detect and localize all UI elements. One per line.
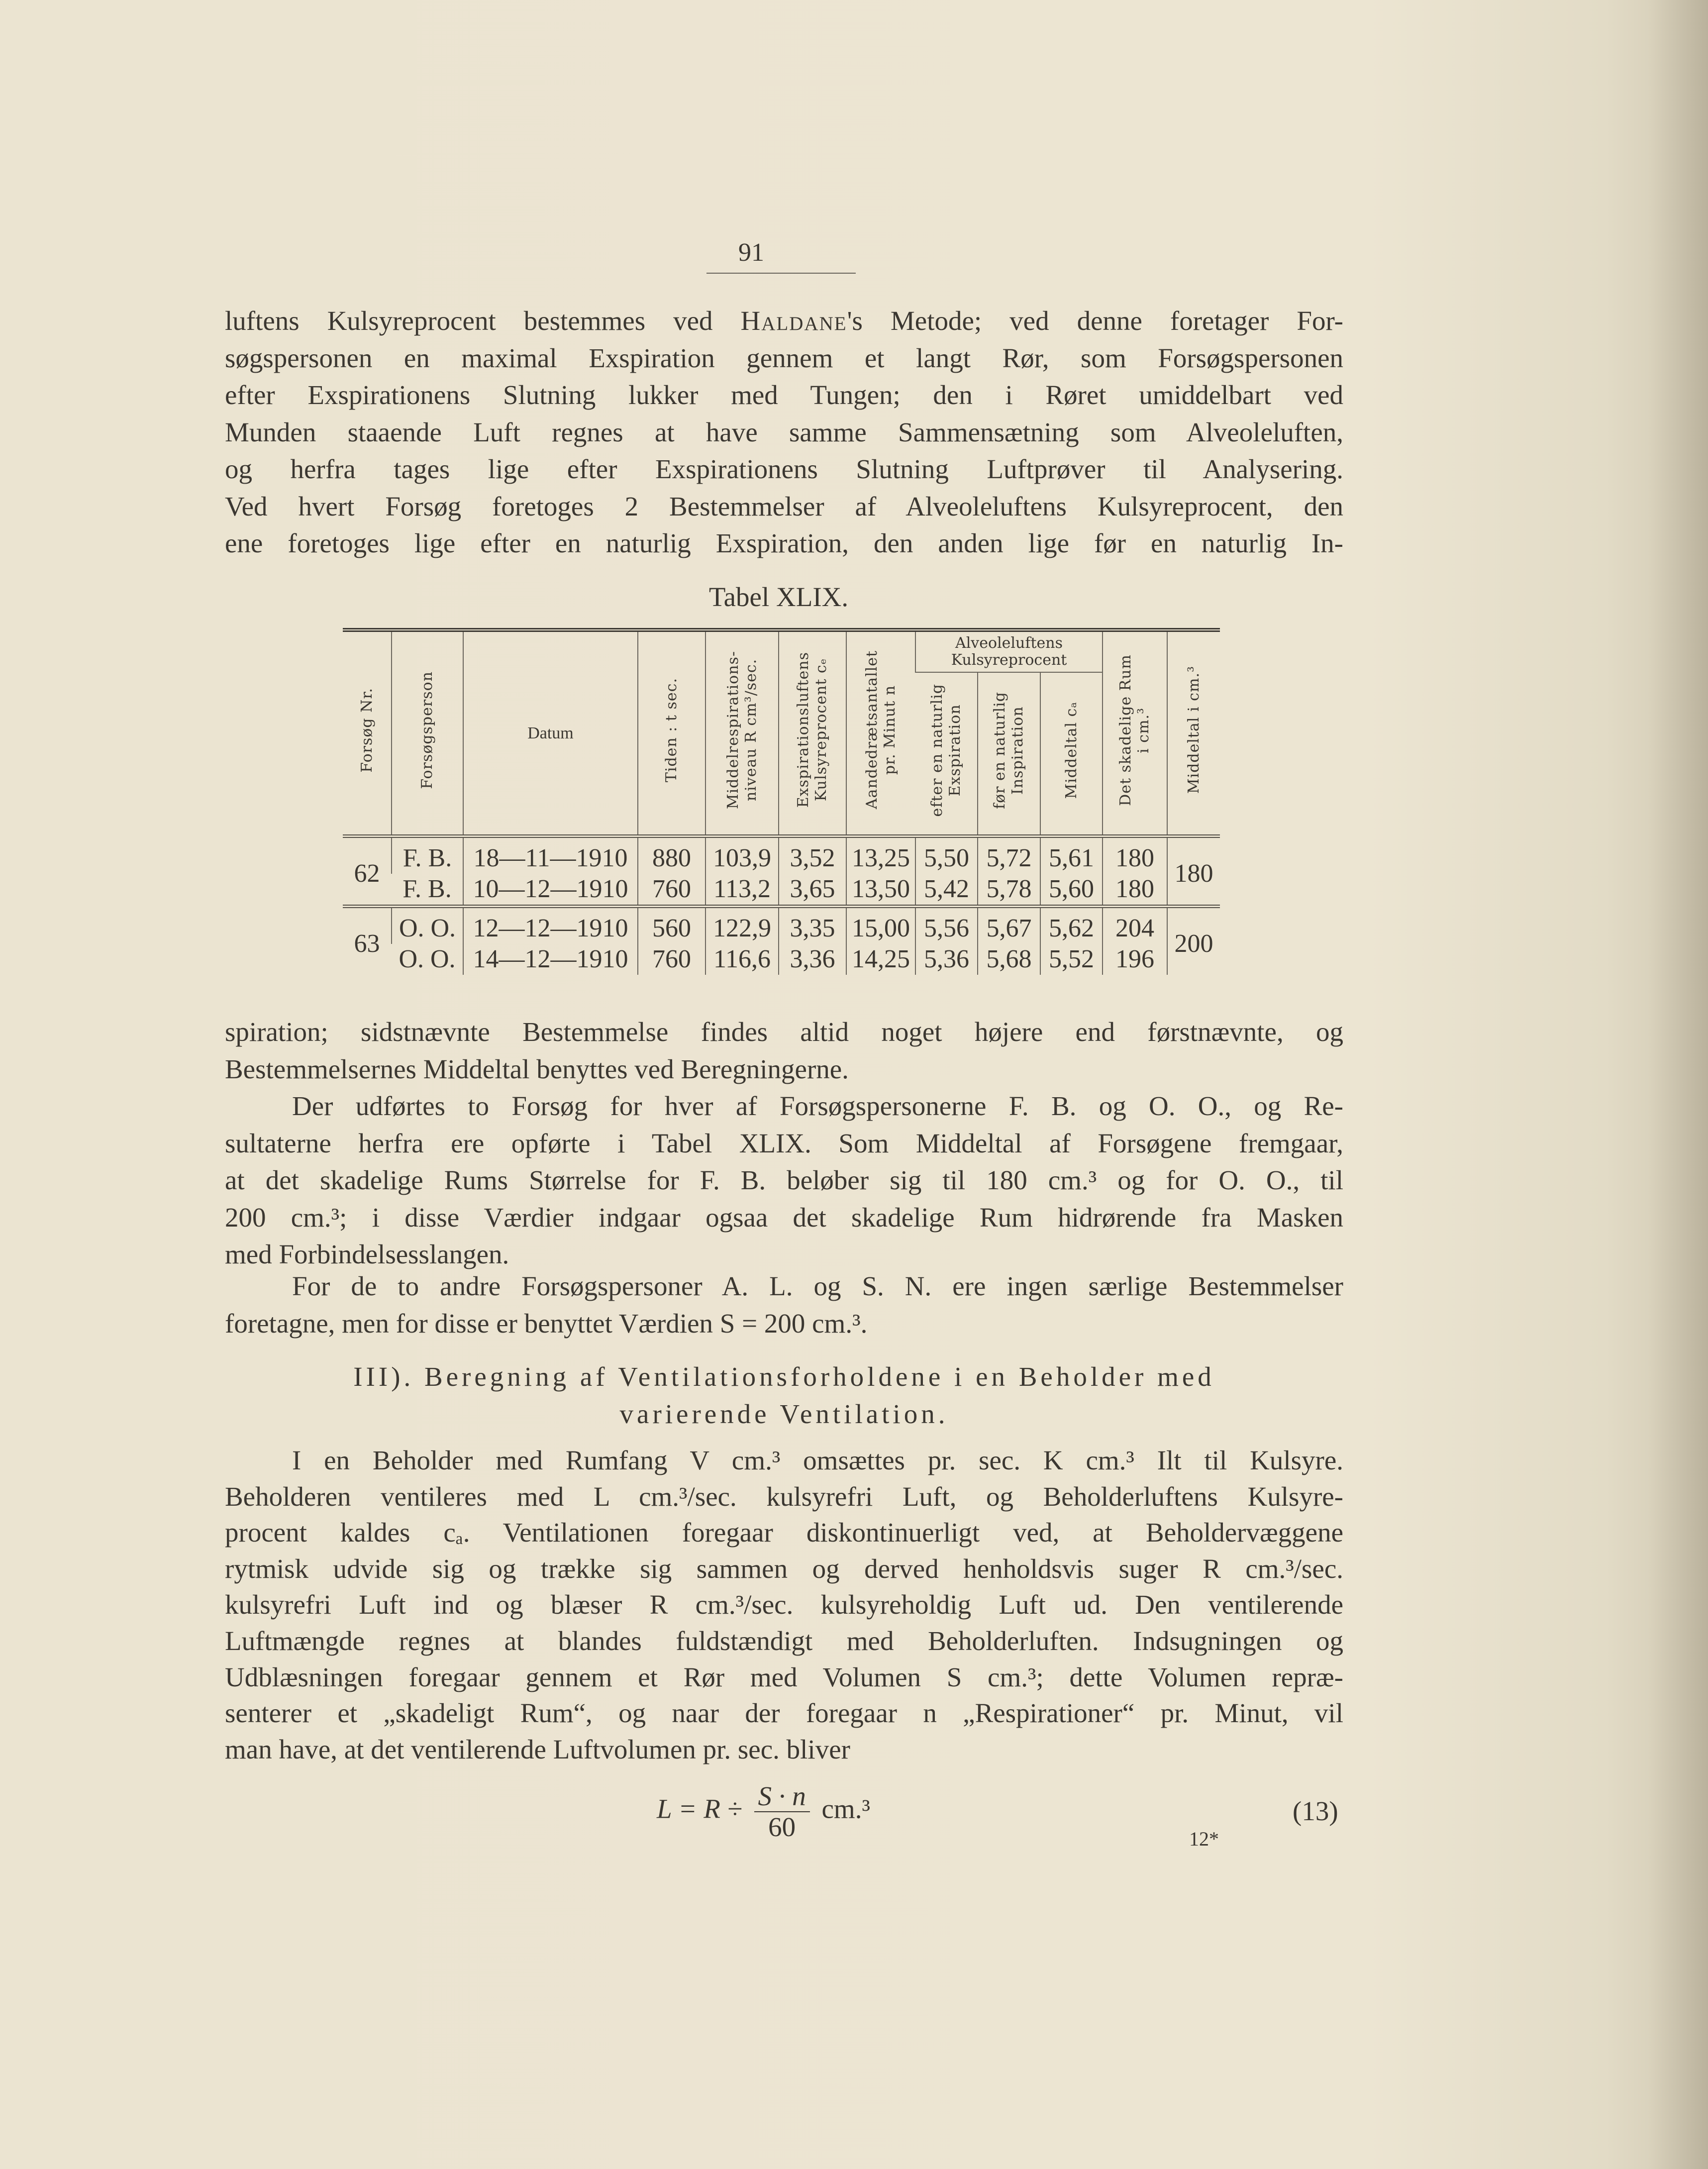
table-cell: 5,56 bbox=[915, 907, 978, 944]
formula-lhs: L = R ÷ bbox=[657, 1793, 742, 1824]
table-cell: 180 bbox=[1103, 836, 1167, 874]
paragraph-4 bbox=[225, 1268, 1343, 1342]
column-header-label: Aandedrætsantallet pr. Minut n bbox=[863, 650, 899, 810]
paragraph-5 bbox=[225, 1443, 1343, 1767]
column-header-label: Middelrespirations- niveau R cm³/sec. bbox=[724, 650, 760, 810]
page-number-rule bbox=[706, 273, 856, 274]
heading-line: III). Beregning af Ventilationsforholdene i en Beholder med bbox=[353, 1361, 1215, 1392]
table-cell: 5,68 bbox=[978, 944, 1040, 975]
author-name-haldane: Haldane bbox=[740, 306, 847, 336]
formula-denominator: 60 bbox=[768, 1812, 796, 1842]
table-cell: 13,25 bbox=[846, 836, 915, 874]
paragraph-line: efter Exspirationens Slutning lukker med Tungen; den i Røret umiddelbart ved bbox=[225, 380, 1343, 410]
table-cell: 196 bbox=[1103, 944, 1167, 975]
column-header bbox=[1040, 672, 1103, 836]
column-header-label: Exspirationsluftens Kulsyreprocent cₑ bbox=[795, 652, 830, 808]
table-cell: 13,50 bbox=[846, 874, 915, 907]
table-cell: 880 bbox=[638, 836, 705, 874]
column-header bbox=[638, 630, 705, 836]
text-segment: luftens Kulsyreprocent bestemmes ved bbox=[225, 306, 741, 336]
paragraph-line: I en Beholder med Rumfang V cm.³ omsættes pr. sec. K cm.³ Ilt til Kulsyre. bbox=[292, 1445, 1343, 1475]
table-cell: 5,78 bbox=[978, 874, 1040, 907]
formula-numerator: S · n bbox=[754, 1781, 810, 1812]
paragraph-line: Beholderen ventileres med L cm.³/sec. kulsyrefri Luft, og Beholderluftens Kulsyre- bbox=[225, 1481, 1343, 1512]
table-cell: 3,35 bbox=[779, 907, 846, 944]
paragraph-line: 200 cm.³; i disse Værdier indgaar ogsaa det skadelige Rum hidrørende fra Masken bbox=[225, 1202, 1343, 1233]
paragraph-line: spiration; sidstnævnte Bestemmelse findes altid noget højere end førstnævnte, og bbox=[225, 1017, 1343, 1047]
table-cell: 760 bbox=[638, 944, 705, 975]
paragraph-line: Luftmængde regnes at blandes fuldstændigt med Beholderluften. Indsugningen og bbox=[225, 1625, 1343, 1656]
paragraph-line: med Forbindelsesslangen. bbox=[225, 1239, 509, 1269]
table-cell: 14—12—1910 bbox=[463, 944, 638, 975]
paragraph-line: man have, at det ventilerende Luftvolumen pr. sec. bliver bbox=[225, 1734, 850, 1764]
table-row bbox=[343, 944, 1220, 975]
signature-mark: 12* bbox=[1189, 1828, 1219, 1850]
column-header-label: før en naturlig Inspiration bbox=[991, 692, 1026, 809]
paragraph-line: procent kaldes cₐ. Ventilationen foregaar diskontinuerligt ved, at Beholdervæggene bbox=[225, 1517, 1343, 1548]
paragraph-line: søgspersonen en maximal Exspiration gennem et langt Rør, som Forsøgspersonen bbox=[225, 342, 1343, 373]
paragraph-1 bbox=[225, 303, 1343, 562]
column-header-label: Tiden : t sec. bbox=[663, 677, 680, 783]
table-cell: 103,9 bbox=[705, 836, 779, 874]
table-cell: 5,50 bbox=[915, 836, 978, 874]
table-cell: 116,6 bbox=[705, 944, 779, 975]
data-table-xlix bbox=[343, 628, 1220, 975]
paragraph-line bbox=[225, 303, 1343, 340]
column-header-label: Middeltal cₐ bbox=[1062, 702, 1080, 799]
page-number: 91 bbox=[738, 238, 764, 267]
dead-space-mean: 200 bbox=[1167, 907, 1220, 975]
table-caption: Tabel XLIX. bbox=[708, 582, 849, 612]
table-cell: 760 bbox=[638, 874, 705, 907]
paragraph-line: og herfra tages lige efter Exspirationens Slutning Luftprøver til Analysering. bbox=[225, 454, 1343, 484]
dead-space-mean: 180 bbox=[1167, 836, 1220, 907]
column-header bbox=[915, 672, 978, 836]
column-header bbox=[1103, 630, 1167, 836]
table-cell: 5,60 bbox=[1040, 874, 1103, 907]
paragraph-line: Der udførtes to Forsøg for hver af Forsøgspersonerne F. B. og O. O., og Re- bbox=[292, 1091, 1343, 1121]
table-row bbox=[343, 874, 1220, 907]
column-header bbox=[392, 630, 463, 836]
column-header-label: Forsøg Nr. bbox=[358, 687, 376, 773]
table-cell: 5,36 bbox=[915, 944, 978, 975]
table-cell: 122,9 bbox=[705, 907, 779, 944]
table-cell: O. O. bbox=[399, 945, 456, 973]
table-cell: 3,52 bbox=[779, 836, 846, 874]
table-cell: 18—11—1910 bbox=[463, 836, 638, 874]
table-cell: 14,25 bbox=[846, 944, 915, 975]
column-header bbox=[705, 630, 779, 836]
table-cell: 180 bbox=[1103, 874, 1167, 907]
table-cell: 10—12—1910 bbox=[463, 874, 638, 907]
paragraph-line: ene foretoges lige efter en naturlig Exspiration, den anden lige før en naturlig In- bbox=[225, 528, 1343, 558]
column-header-label: Datum bbox=[527, 723, 574, 742]
table-cell: F. B. bbox=[392, 836, 463, 874]
column-header-label: efter en naturlig Exspiration bbox=[928, 684, 964, 817]
paragraph-line: Ved hvert Forsøg foretoges 2 Bestemmelser af Alveoleluftens Kulsyreprocent, den bbox=[225, 491, 1343, 521]
paragraph-line: For de to andre Forsøgspersoner A. L. og S. N. ere ingen særlige Bestemmelser bbox=[292, 1271, 1343, 1301]
paragraph-line: sultaterne herfra ere opførte i Tabel XLIX. Som Middeltal af Forsøgene fremgaar, bbox=[225, 1128, 1343, 1158]
paragraph-2 bbox=[225, 1014, 1343, 1088]
text-segment: 's Metode; ved denne foretager For- bbox=[847, 306, 1343, 336]
header-row bbox=[343, 630, 1220, 672]
table-cell: 15,00 bbox=[846, 907, 915, 944]
column-header-label: Middeltal i cm.³ bbox=[1185, 666, 1203, 794]
table-cell: 5,42 bbox=[915, 874, 978, 907]
formula-unit: cm.³ bbox=[821, 1793, 870, 1824]
section-heading bbox=[225, 1358, 1343, 1433]
paragraph-line: Udblæsningen foregaar gennem et Rør med Volumen S cm.³; dette Volumen repræ- bbox=[225, 1661, 1343, 1692]
table-row bbox=[343, 907, 1220, 944]
column-header bbox=[1167, 630, 1220, 836]
table-row bbox=[343, 836, 1220, 874]
column-header-datum bbox=[463, 630, 638, 836]
experiment-number: 63 bbox=[343, 907, 392, 975]
column-header bbox=[846, 630, 915, 836]
column-header-label: Det skadelige Rum i cm.³ bbox=[1117, 654, 1153, 806]
column-header bbox=[343, 630, 392, 836]
table-cell: 560 bbox=[638, 907, 705, 944]
paragraph-line: Bestemmelsernes Middeltal benyttes ved Beregningerne. bbox=[225, 1053, 849, 1084]
table-cell: 113,2 bbox=[705, 874, 779, 907]
page-edge-shadow bbox=[1648, 0, 1708, 2169]
table-cell: F. B. bbox=[402, 875, 452, 903]
table-cell: 204 bbox=[1103, 907, 1167, 944]
table-cell: 3,36 bbox=[779, 944, 846, 975]
table-cell: 5,72 bbox=[978, 836, 1040, 874]
paragraph-line: Munden staaende Luft regnes at have samme Sammensætning som Alveoleluften, bbox=[225, 416, 1343, 447]
paragraph-line: kulsyrefri Luft ind og blæser R cm.³/sec. kulsyreholdig Luft ud. Den ventilerende bbox=[225, 1589, 1343, 1620]
paragraph-line: foretagne, men for disse er benyttet Værdien S = 200 cm.³. bbox=[225, 1308, 868, 1339]
table-cell: O. O. bbox=[392, 907, 463, 944]
column-header-label: Forsøgsperson bbox=[418, 671, 436, 789]
paragraph-3 bbox=[225, 1088, 1343, 1273]
equation-13 bbox=[657, 1781, 870, 1842]
table-cell: 12—12—1910 bbox=[463, 907, 638, 944]
equation-number: (13) bbox=[1293, 1796, 1338, 1826]
column-header bbox=[978, 672, 1040, 836]
table-cell: 5,61 bbox=[1040, 836, 1103, 874]
column-header bbox=[779, 630, 846, 836]
paragraph-line: at det skadelige Rums Størrelse for F. B. beløber sig til 180 cm.³ og for O. O., til bbox=[225, 1165, 1343, 1195]
paragraph-line: rytmisk udvide sig og trække sig sammen og derved henholdsvis suger R cm.³/sec. bbox=[225, 1553, 1343, 1584]
paragraph-line: senterer et „skadeligt Rum“, og naar der foregaar n „Respirationer“ pr. Minut, vil bbox=[225, 1698, 1343, 1729]
table-cell: 3,65 bbox=[779, 874, 846, 907]
experiment-number: 62 bbox=[354, 859, 380, 888]
table-cell: 5,67 bbox=[978, 907, 1040, 944]
table-cell: 5,62 bbox=[1040, 907, 1103, 944]
table-cell: 5,52 bbox=[1040, 944, 1103, 975]
formula-fraction bbox=[754, 1781, 810, 1842]
column-group-header-alveoleluftens: Alveoleluftens Kulsyreprocent bbox=[915, 630, 1103, 672]
heading-line: varierende Ventilation. bbox=[619, 1399, 949, 1429]
